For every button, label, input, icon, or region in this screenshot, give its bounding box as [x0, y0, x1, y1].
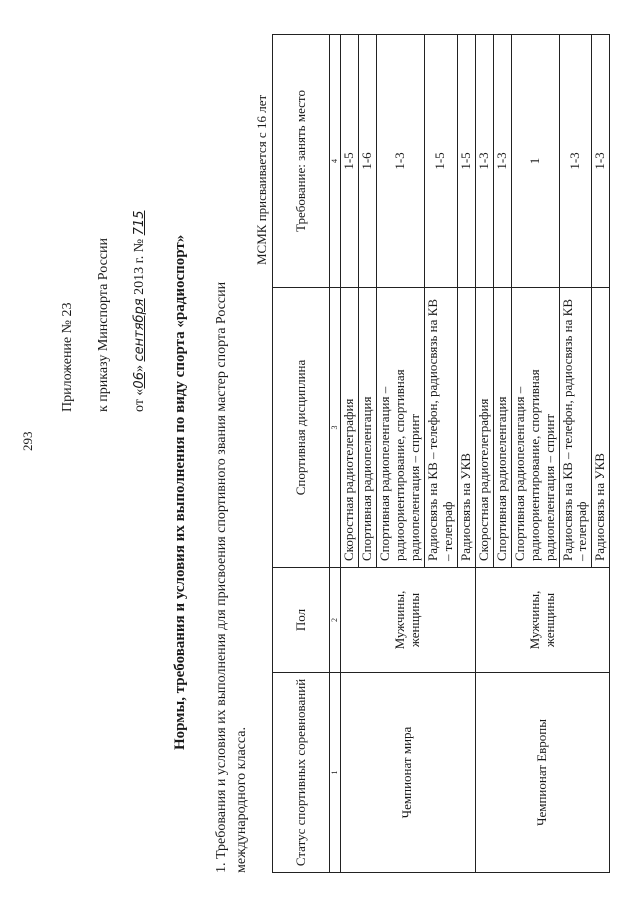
order-year: 2013 г. № [132, 238, 147, 295]
appendix-label: Приложение № 23 [60, 302, 75, 412]
discipline-cell: Радиосвязь на УКВ [592, 288, 610, 568]
order-day: 06 [132, 372, 147, 389]
order-month: сентября [132, 298, 147, 362]
document-title: Нормы, требования и условия их выполнения по виду спорта «радиоспорт» [172, 234, 188, 750]
intro-line-2: международного класса. [234, 727, 249, 873]
place-cell: 1-3 [592, 35, 610, 288]
discipline-cell: Спортивная радиопеленгация – радиоориентирование, спортивная радиопеленгация – спринт [511, 288, 559, 568]
discipline-cell: Радиосвязь на КВ – телефон, радиосвязь на КВ – телеграф [424, 288, 457, 568]
table-row [475, 35, 493, 873]
mcmk-age-note: МСМК присваивается с 16 лет [254, 94, 269, 265]
column-number: 4 [330, 35, 341, 288]
place-cell: 1-5 [341, 35, 359, 288]
table-number-row [330, 35, 341, 873]
order-date [132, 211, 148, 412]
place-cell: 1-6 [359, 35, 377, 288]
date-prefix: от « [132, 388, 147, 412]
order-number: 715 [132, 210, 147, 236]
status-cell: Чемпионат мира [341, 673, 476, 873]
discipline-cell: Скоростная радиотелеграфия [475, 288, 493, 568]
place-cell: 1 [511, 35, 559, 288]
place-cell: 1-3 [493, 35, 511, 288]
header-requirement: Требование: занять место [273, 35, 330, 288]
gender-cell: Мужчины, женщины [475, 568, 610, 673]
header-discipline: Спортивная дисциплина [273, 288, 330, 568]
place-cell: 1-5 [424, 35, 457, 288]
discipline-cell: Радиосвязь на КВ – телефон, радиосвязь на КВ – телеграф [559, 288, 592, 568]
norms-table [272, 34, 610, 873]
intro-line-1: 1. Требования и условия их выполнения для присвоения спортивного звания мастер спорта России [214, 281, 229, 873]
header-status: Статус спортивных соревнований [273, 673, 330, 873]
gender-cell: Мужчины, женщины [341, 568, 476, 673]
column-number: 3 [330, 288, 341, 568]
discipline-cell: Спортивная радиопеленгация – радиоориентирование, спортивная радиопеленгация – спринт [377, 288, 425, 568]
header-gender: Пол [273, 568, 330, 673]
discipline-cell: Спортивная радиопеленгация [359, 288, 377, 568]
place-cell: 1-5 [457, 35, 475, 288]
status-cell: Чемпионат Европы [475, 673, 610, 873]
discipline-cell: Радиосвязь на УКВ [457, 288, 475, 568]
place-cell: 1-3 [559, 35, 592, 288]
date-mid: » [132, 365, 147, 373]
table-header-row [273, 35, 330, 873]
page-number: 293 [20, 431, 35, 451]
table-row [341, 35, 359, 873]
place-cell: 1-3 [475, 35, 493, 288]
discipline-cell: Спортивная радиопеленгация [493, 288, 511, 568]
discipline-cell: Скоростная радиотелеграфия [341, 288, 359, 568]
order-label: к приказу Минспорта России [96, 238, 111, 412]
column-number: 2 [330, 568, 341, 673]
column-number: 1 [330, 673, 341, 873]
place-cell: 1-3 [377, 35, 425, 288]
